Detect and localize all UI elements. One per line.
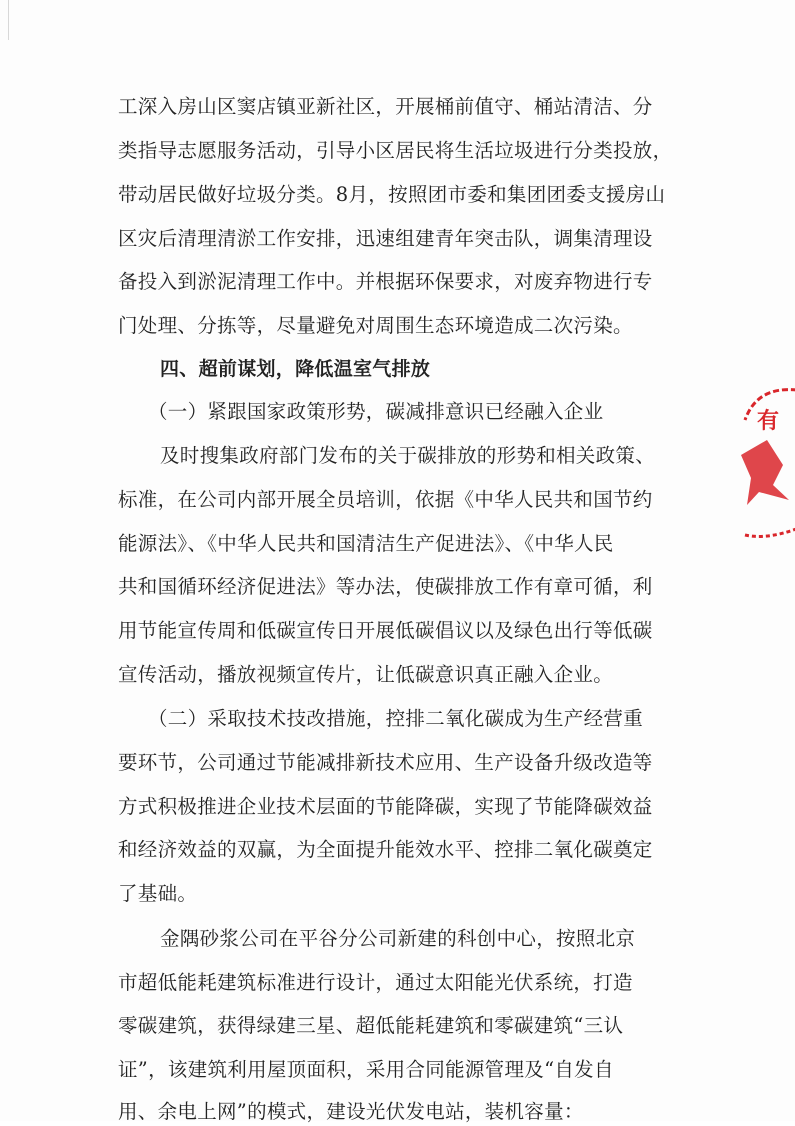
text-line-18: 和经济效益的双赢，为全面提升能效水平、控排二氧化碳奠定 xyxy=(118,838,653,861)
text-line-2: 类指导志愿服务活动，引导小区居民将生活垃圾进行分类投放， xyxy=(118,139,673,162)
scan-edge-mark xyxy=(0,0,9,40)
text-line-3: 带动居民做好垃圾分类。8月，按照团市委和集团团委支援房山 xyxy=(118,183,666,206)
text-line-17: 方式积极推进企业技术层面的节能降碳，实现了节能降碳效益 xyxy=(118,795,653,818)
text-line-4: 区灾后清理清淤工作安排，迅速组建青年突击队，调集清理设 xyxy=(118,227,653,250)
text-line-24: 用、余电上网”的模式，建设光伏发电站，装机容量： xyxy=(118,1100,584,1123)
text-line-5: 备投入到淤泥清理工作中。并根据环保要求，对废弃物进行专 xyxy=(118,270,653,293)
text-line-1: 工深入房山区窦店镇亚新社区，开展桶前值守、桶站清洁、分 xyxy=(118,95,653,118)
seal-character: 有 xyxy=(757,408,780,434)
text-line-9: 及时搜集政府部门发布的关于碳排放的形势和相关政策、 xyxy=(160,444,656,467)
section-heading-4: 四、超前谋划，降低温室气排放 xyxy=(160,358,431,380)
subsection-heading-1: （一）紧跟国家政策形势，碳减排意识已经融入企业 xyxy=(148,400,604,423)
seal-star-icon xyxy=(741,440,789,505)
text-line-14: 宣传活动，播放视频宣传片，让低碳意识真正融入企业。 xyxy=(118,663,614,686)
text-line-23: 证”，该建筑利用屋顶面积，采用合同能源管理及“自发自 xyxy=(118,1058,614,1081)
text-line-13: 用节能宣传周和低碳宣传日开展低碳倡议以及绿色出行等低碳 xyxy=(118,619,653,642)
text-line-20: 金隅砂浆公司在平谷分公司新建的科创中心，按照北京 xyxy=(160,927,636,950)
text-line-6: 门处理、分拣等，尽量避免对周围生态环境造成二次污染。 xyxy=(118,314,633,337)
text-line-12: 共和国循环经济促进法》等办法，使碳排放工作有章可循，利 xyxy=(118,575,653,598)
text-line-19: 了基础。 xyxy=(118,882,198,905)
text-line-16: 要环节，公司通过节能减排新技术应用、生产设备升级改造等 xyxy=(118,751,653,774)
red-seal-stamp xyxy=(737,380,795,550)
subsection-heading-2: （二）采取技术技改措施，控排二氧化碳成为生产经营重 xyxy=(148,707,644,730)
text-line-10: 标准，在公司内部开展全员培训，依据《中华人民共和国节约 xyxy=(118,488,653,511)
text-line-11: 能源法》、《中华人民共和国清洁生产促进法》、《中华人民 xyxy=(118,532,614,555)
text-line-21: 市超低能耗建筑标准进行设计，通过太阳能光伏系统，打造 xyxy=(118,971,633,994)
text-line-22: 零碳建筑，获得绿建三星、超低能耗建筑和零碳建筑“三认 xyxy=(118,1014,624,1037)
